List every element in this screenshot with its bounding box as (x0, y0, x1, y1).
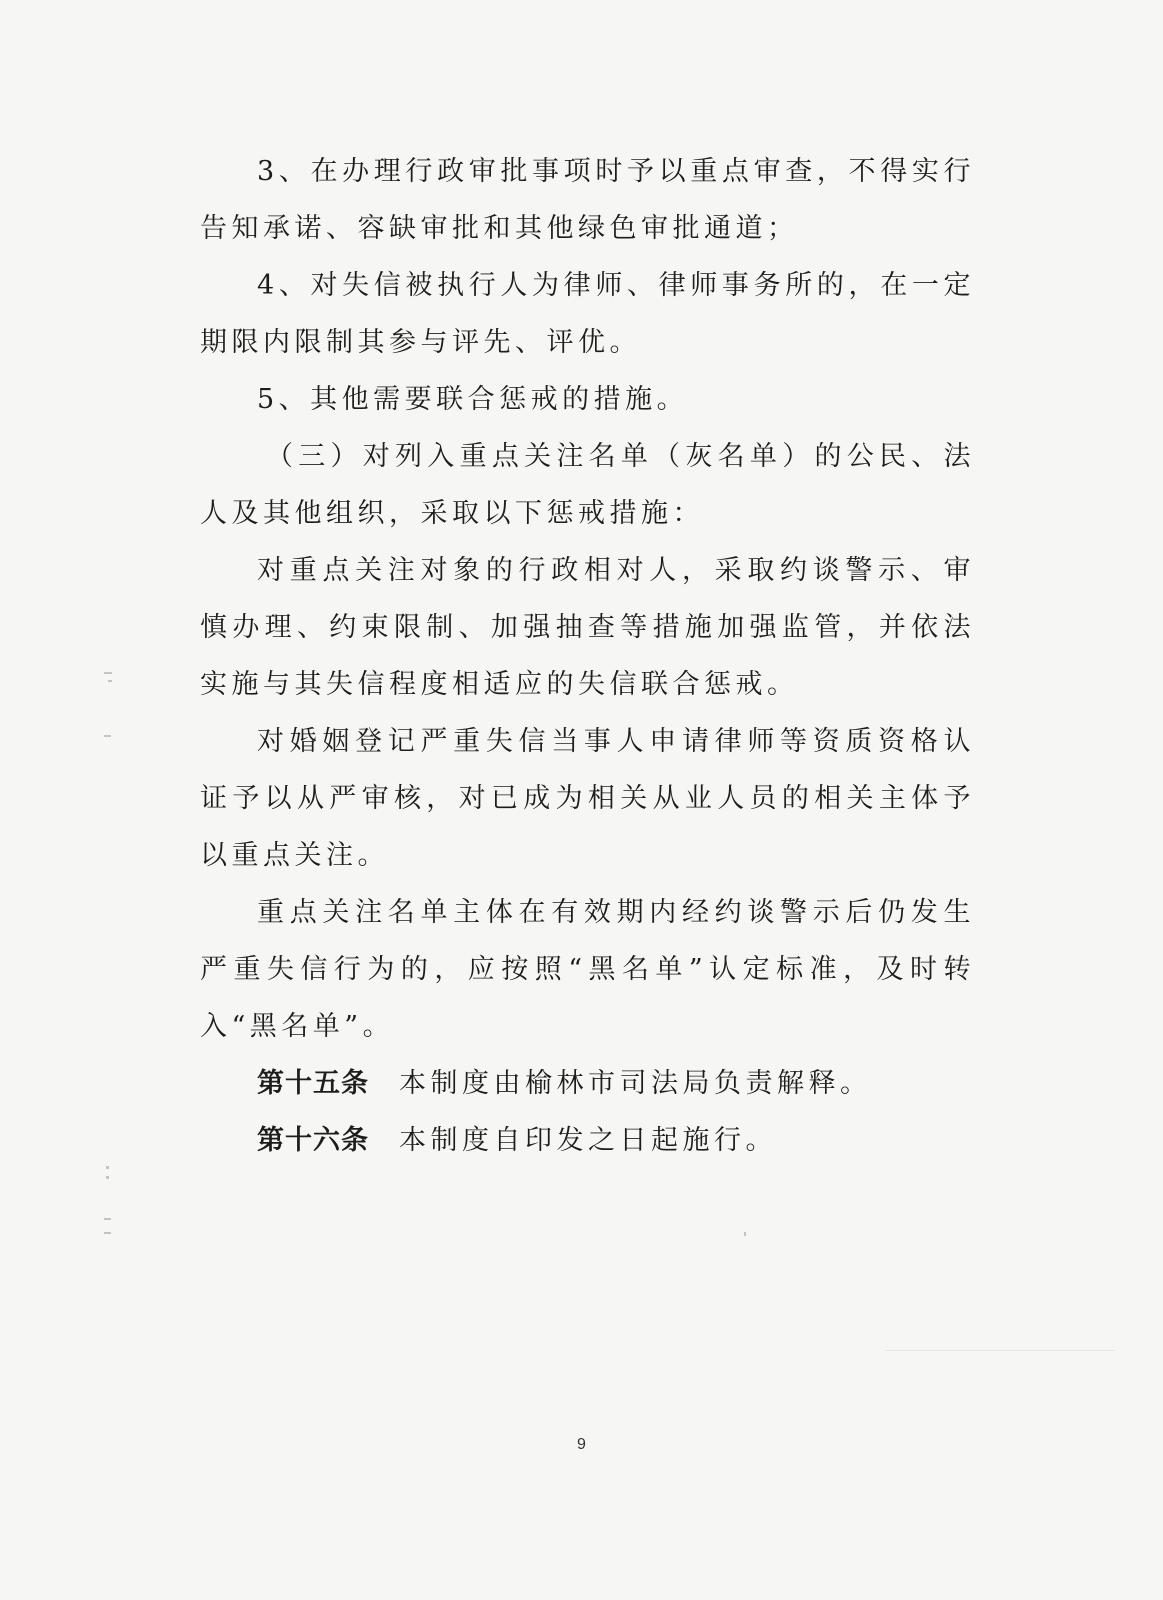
article-15-text: 本制度由榆林市司法局负责解释。 (399, 1068, 872, 1099)
item-5-paragraph: 5、其他需要联合惩戒的措施。 (257, 384, 689, 415)
article-15 (200, 1055, 975, 1112)
scan-speck (106, 1166, 109, 1169)
scan-speck (104, 735, 111, 737)
blacklist-transfer-paragraph: 重点关注名单主体在有效期内经约谈警示后仍发生严重失信行为的，应按照“黑名单”认定标准，及时转入“黑名单”。 (200, 897, 975, 1042)
section-3-paragraph: （三）对列入重点关注名单（灰名单）的公民、法人及其他组织，采取以下惩戒措施： (200, 441, 975, 529)
focus-objects-paragraph: 对重点关注对象的行政相对人，采取约谈警示、审慎办理、约束限制、加强抽查等措施加强监管，并依法实施与其失信程度相适应的失信联合惩戒。 (200, 555, 975, 700)
article-16 (200, 1112, 975, 1169)
bleed-through-line (885, 1350, 1115, 1351)
scan-speck (104, 672, 112, 674)
page-number: 9 (577, 1436, 586, 1453)
article-16-number: 第十六条 (257, 1125, 369, 1156)
scan-speck (108, 680, 112, 682)
scan-speck (104, 1232, 111, 1234)
item-4-paragraph: 4、对失信被执行人为律师、律师事务所的，在一定期限内限制其参与评先、评优。 (200, 270, 975, 358)
article-16-text: 本制度自印发之日起施行。 (399, 1125, 777, 1156)
document-body (200, 143, 975, 1169)
scan-speck (104, 1218, 111, 1220)
item-3-paragraph: 3、在办理行政审批事项时予以重点审查，不得实行告知承诺、容缺审批和其他绿色审批通道； (200, 156, 975, 244)
marriage-registration-paragraph: 对婚姻登记严重失信当事人申请律师等资质资格认证予以从严审核，对已成为相关从业人员的相关主体予以重点关注。 (200, 726, 975, 871)
scan-speck (106, 1176, 109, 1179)
scan-speck (744, 1232, 746, 1236)
article-15-number: 第十五条 (257, 1068, 369, 1099)
